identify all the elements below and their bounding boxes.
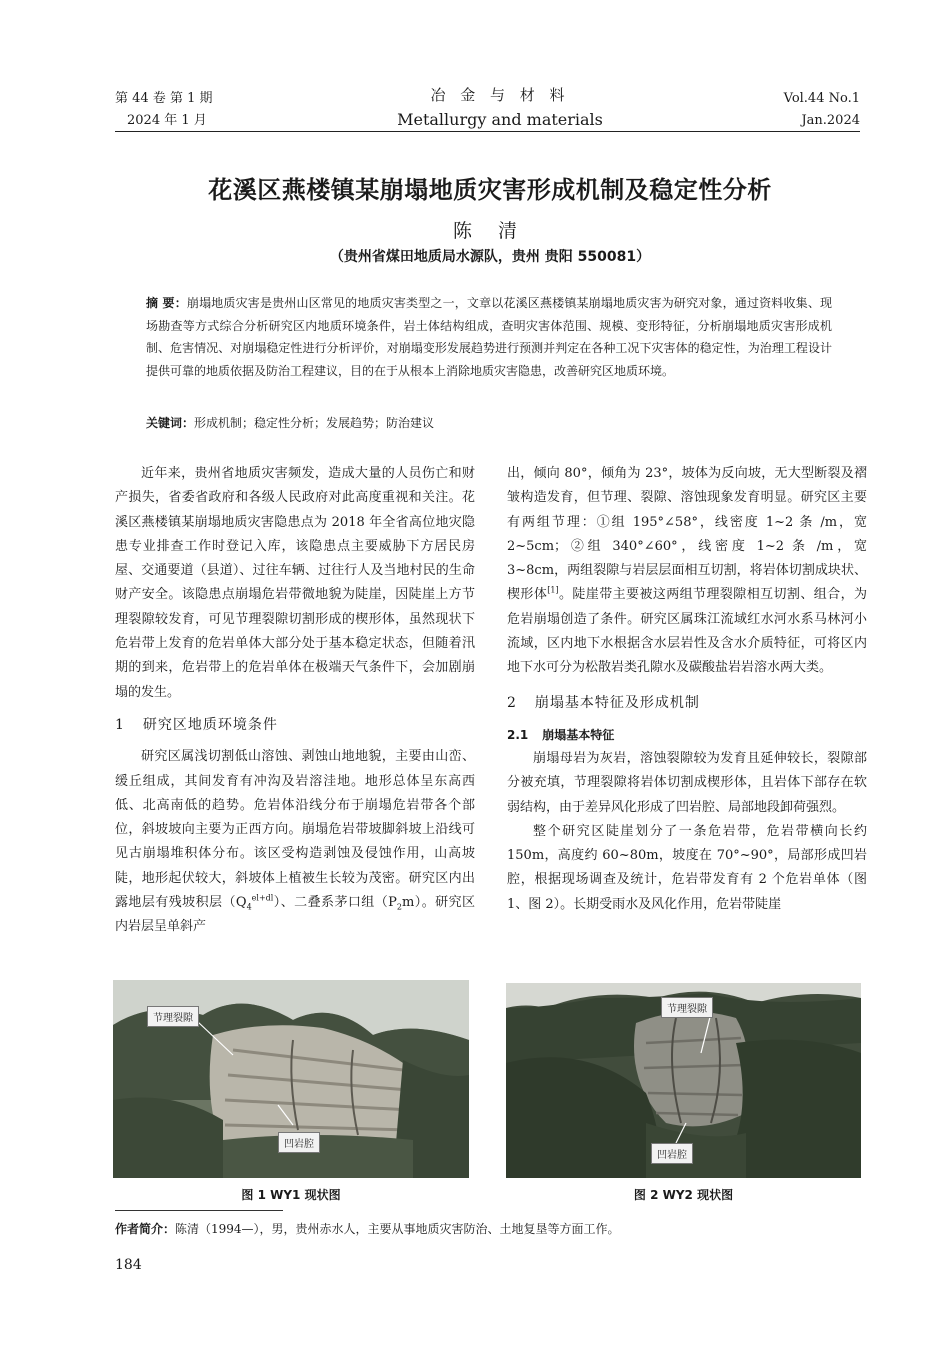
subscript: 4 — [246, 902, 252, 912]
section-heading-1 — [115, 713, 475, 737]
keywords-label: 关键词： — [146, 416, 195, 430]
text-run: 。陡崖带主要被这两组节理裂隙相互切割、组合，为危岩崩塌创造了条件。研究区属珠江流域红水河水系马林河小流域，区内地下水根据含水层岩性及含水介质特征，可将区内地下水可分为松散岩类孔隙水及碳酸盐岩岩溶水两大类。 — [507, 587, 867, 676]
issue-date: 2024 年 1 月 — [127, 113, 207, 128]
figure-2-caption: 图 2 WY2 现状图 — [633, 1188, 734, 1202]
header-divider — [115, 131, 860, 132]
citation-ref[interactable]: [1] — [547, 586, 559, 596]
journal-volume-info-en — [784, 88, 860, 132]
abstract-label: 摘 要： — [146, 296, 187, 310]
intro-paragraph: 近年来，贵州省地质灾害频发，造成大量的人员伤亡和财产损失，省委省政府和各级人民政府对此高度重视和关注。花溪区燕楼镇某崩塌地质灾害隐患点为 2018 年全省高位地灾隐患专业排查工作时登记入库，该隐患点主要威胁下方居民房屋、交通要道（县道）、过往车辆、过往行人及当地村民的生命财产安全。该隐患点崩塌危岩带微地貌为陡崖，因陡崖上方节理裂隙较发育，可见节理裂隙切割形成的楔形体，虽然现状下危岩带上发育的危岩单体大部分处于基本稳定状态，但随着汛期的到来，危岩带上的危岩单体在极端天气条件下，会加剧崩塌的发生。 — [115, 466, 475, 700]
section-title: 研究区地质环境条件 — [142, 716, 278, 733]
journal-name-en: Metallurgy and materials — [397, 110, 603, 129]
volume-issue-en: Vol.44 No.1 — [783, 91, 860, 106]
section-number: 2 — [507, 694, 517, 711]
figure-label-joint-fissure: 节理裂隙 — [147, 1006, 199, 1027]
journal-volume-info — [115, 88, 212, 132]
text-run: 研究区属浅切割低山溶蚀、剥蚀山地地貌，主要由山峦、缓丘组成，其间发育有冲沟及岩溶洼地。地形总体呈东高西低、北高南低的趋势。危岩体沿线分布于崩塌危岩带各个部位，斜坡坡向主要为正西方向。崩塌危岩带坡脚斜坡上沿线可见古崩塌堆积体分布。该区受构造剥蚀及侵蚀作用，山高坡陡，地形起伏较大，斜坡体上植被生长较为茂密。研究区内出露地层有残坡积层（Q — [115, 749, 475, 911]
subsection-number: 2.1 — [507, 727, 529, 742]
abstract-text: 崩塌地质灾害是贵州山区常见的地质灾害类型之一，文章以花溪区燕楼镇某崩塌地质灾害为研究对象，通过资料收集、现场勘查等方式综合分析研究区内地质环境条件，岩土体结构组成，查明灾害体范围、规模、变形特征，分析崩塌地质灾害形成机制、危害情况、对崩塌稳定性进行分析评价，对崩塌变形发展趋势进行预测并判定在各种工况下灾害体的稳定性，为治理工程设计提供可靠的地质依据及防治工程建议，目的在于从根本上消除地质灾害隐患，改善研究区地质环境。 — [146, 296, 832, 378]
body-column-right — [507, 462, 867, 917]
figure-1-caption: 图 1 WY1 现状图 — [241, 1188, 341, 1202]
author-bio-footnote — [115, 1218, 860, 1240]
section-number: 1 — [115, 716, 125, 733]
superscript: el+dl — [251, 893, 274, 903]
section-title: 崩塌基本特征及形成机制 — [534, 694, 700, 711]
figure-label-concave-cavity: 凹岩腔 — [278, 1132, 320, 1153]
author-affiliation: （贵州省煤田地质局水源队，贵州 贵阳 550081） — [329, 249, 651, 265]
keywords — [146, 412, 832, 434]
figure-label-joint-fissure: 节理裂隙 — [661, 997, 713, 1018]
text-run: ）、二叠系茅口组（P — [273, 895, 397, 911]
article-author: 陈 清 — [452, 220, 528, 242]
figure-label-concave-cavity: 凹岩腔 — [651, 1143, 693, 1164]
figure-2-photo — [506, 983, 861, 1178]
journal-name — [360, 84, 640, 132]
body-column-left — [115, 462, 475, 940]
article-title: 花溪区燕楼镇某崩塌地质灾害形成机制及稳定性分析 — [208, 176, 772, 204]
abstract — [146, 292, 832, 382]
text-run: 出，倾向 80°，倾角为 23°，坡体为反向坡，无大型断裂及褶皱构造发育，但节理、裂隙、溶蚀现象发育明显。研究区主要有两组节理：①组 195°∠58°，线密度 1~2 条 /m，宽 2~5cm；②组 340°∠60°，线密度 1~2 条 /m，宽3~8cm，两组裂隙与岩层层面相互切割，将岩体切割成块状、楔形体 — [507, 466, 867, 603]
footnote-text: 陈清（1994—），男，贵州赤水人，主要从事地质灾害防治、土地复垦等方面工作。 — [175, 1222, 620, 1236]
footnote-divider — [115, 1210, 283, 1211]
section-1-paragraph — [115, 745, 475, 939]
volume-issue: 第 44 卷 第 1 期 — [115, 91, 213, 106]
figure-1-photo — [113, 980, 469, 1178]
section-2-1-paragraph-2: 整个研究区陡崖划分了一条危岩带，危岩带横向长约 150m，高度约 60~80m，坡度在 70°~90°，局部形成凹岩腔，根据现场调查及统计，危岩带发育有 2 个危岩单体（图 1、图 2）。长期受雨水及风化作用，危岩带陡崖 — [507, 823, 867, 912]
subsection-heading-2-1 — [507, 723, 867, 747]
page-number: 184 — [115, 1257, 142, 1273]
journal-name-cn: 冶 金 与 材 料 — [430, 86, 570, 104]
section-1-paragraph-cont — [507, 462, 867, 681]
section-heading-2 — [507, 691, 867, 715]
subsection-title: 崩塌基本特征 — [542, 727, 615, 742]
issue-date-en: Jan.2024 — [801, 113, 860, 128]
text-run: m）。研究区内岩层呈单斜产 — [115, 895, 476, 935]
subscript: 2 — [396, 902, 403, 912]
footnote-label: 作者简介： — [115, 1222, 176, 1236]
section-2-1-paragraph-1: 崩塌母岩为灰岩，溶蚀裂隙较为发育且延伸较长，裂隙部分被充填，节理裂隙将岩体切割成楔形体，且岩体下部存在软弱结构，由于差异风化形成了凹岩腔、局部地段卸荷强烈。 — [507, 750, 867, 815]
keywords-text: 形成机制；稳定性分析；发展趋势；防治建议 — [194, 416, 435, 430]
